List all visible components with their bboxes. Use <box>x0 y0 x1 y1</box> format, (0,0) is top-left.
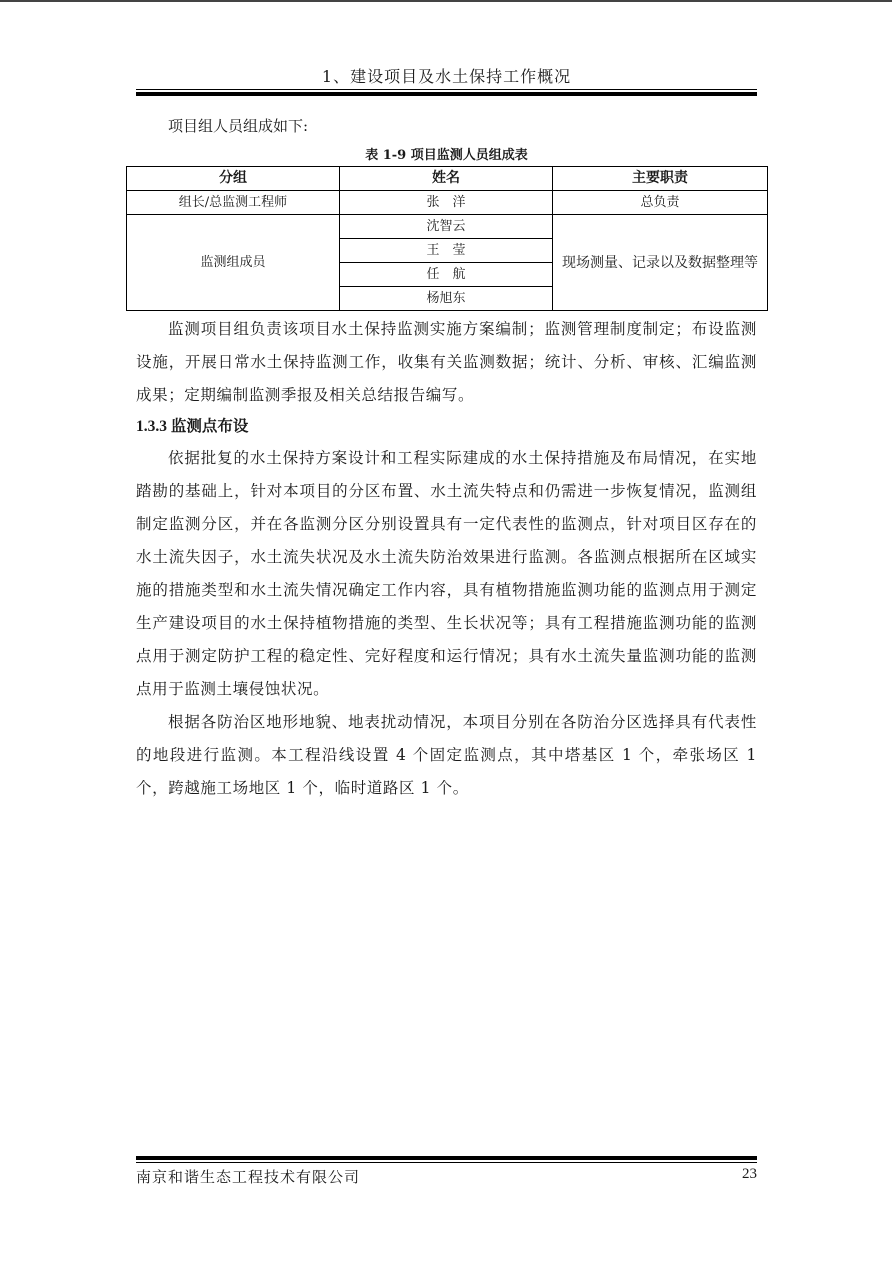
intro-text: 项目组人员组成如下: <box>168 117 309 135</box>
paragraph-monitoring-layout: 依据批复的水土保持方案设计和工程实际建成的水土保持措施及布局情况，在实地踏勘的基础上，针对本项目的分区布置、水土流失特点和仍需进一步恢复情况，监测组制定监测分区，并在各监测分区分别设置具有一定代表性的监测点，针对项目区存在的水土流失因子，水土流失状况及水土流失防治效果进行监测。各监测点根据所在区域实施的措施类型和水土流失情况确定工作内容，具有植物措施监测功能的监测点用于测定生产建设项目的水土保持植物措施的类型、生长状况等；具有工程措施监测功能的监测点用于测定防护工程的稳定性、完好程度和运行情况；具有水土流失量监测功能的监测点用于监测土壤侵蚀状况。 <box>136 449 757 698</box>
duty-cell: 现场测量、记录以及数据整理等 <box>553 215 768 311</box>
running-header-title: 1、建设项目及水土保持工作概况 <box>321 67 572 86</box>
page-number: 23 <box>742 1166 757 1182</box>
staff-table <box>126 166 768 311</box>
footer-rule-thick <box>136 1156 757 1160</box>
paragraph-duties: 监测项目组负责该项目水土保持监测实施方案编制；监测管理制度制定；布设监测设施，开展日常水土保持监测工作，收集有关监测数据；统计、分析、审核、汇编监测成果；定期编制监测季报及相关总结报告编写。 <box>136 320 757 404</box>
header-rule-thin <box>136 89 757 90</box>
name-cell: 沈智云 <box>340 215 553 239</box>
table-row <box>127 215 768 239</box>
main-content <box>136 112 757 805</box>
name-cell: 任 航 <box>340 263 553 287</box>
section-heading: 1.3.3 监测点布设 <box>136 418 249 435</box>
table-header-cell: 分组 <box>127 167 340 191</box>
name-cell: 王 莹 <box>340 239 553 263</box>
table-caption: 表 1-9 项目监测人员组成表 <box>365 148 528 163</box>
header-rule-thick <box>136 92 757 96</box>
table-header-cell: 姓名 <box>340 167 553 191</box>
group-cell: 组长/总监测工程师 <box>127 191 340 215</box>
footer-company-name: 南京和谐生态工程技术有限公司 <box>136 1168 361 1186</box>
name-cell: 杨旭东 <box>340 287 553 311</box>
name-cell: 张 洋 <box>340 191 553 215</box>
duty-cell: 总负责 <box>553 191 768 215</box>
scan-top-border <box>0 0 892 2</box>
table-header-cell: 主要职责 <box>553 167 768 191</box>
paragraph-monitoring-points: 根据各防治区地形地貌、地表扰动情况，本项目分别在各防治分区选择具有代表性的地段进行监测。本工程沿线设置 4 个固定监测点，其中塔基区 1 个，牵张场区 1 个，跨越施工场地区 1 个，临时道路区 1 个。 <box>136 713 757 797</box>
group-cell: 监测组成员 <box>127 215 340 311</box>
footer-rule-thin <box>136 1162 757 1163</box>
table-row <box>127 191 768 215</box>
table-header-row <box>127 167 768 191</box>
